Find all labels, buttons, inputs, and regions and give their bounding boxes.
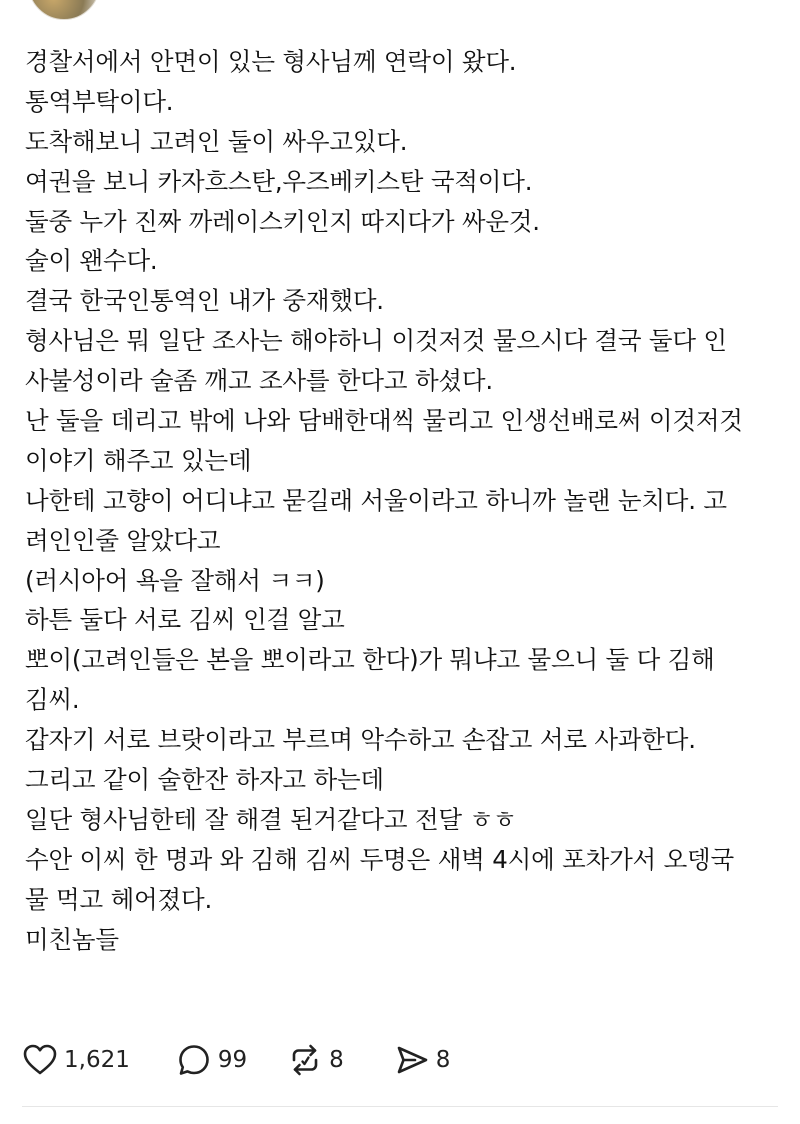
post-text-line: 뽀이(고려인들은 본을 뽀이라고 한다)가 뭐냐고 물으니 둘 다 김해 xyxy=(25,645,715,675)
repost-count: 8 xyxy=(329,1047,344,1073)
post-text-line: 사불성이라 술좀 깨고 조사를 한다고 하셨다. xyxy=(25,366,493,396)
comment-bubble-icon xyxy=(176,1042,212,1078)
post-divider xyxy=(22,1106,778,1107)
post-text-line: 술이 왠수다. xyxy=(25,246,158,276)
comment-button[interactable] xyxy=(176,1042,247,1078)
post-text-line: 김씨. xyxy=(25,685,80,715)
post-text-line: 난 둘을 데리고 밖에 나와 담배한대씩 물리고 인생선배로써 이것저것 xyxy=(25,406,743,436)
post-text-line: 형사님은 뭐 일단 조사는 해야하니 이것저것 물으시다 결국 둘다 인 xyxy=(25,326,727,356)
post-text-line: 도착해보니 고려인 둘이 싸우고있다. xyxy=(25,126,408,156)
post-text-line: 미친놈들 xyxy=(25,924,119,954)
send-icon xyxy=(394,1042,430,1078)
comment-count: 99 xyxy=(217,1047,248,1073)
repost-icon xyxy=(287,1042,323,1078)
post-text-line: 그리고 같이 술한잔 하자고 하는데 xyxy=(25,765,384,795)
post-body xyxy=(25,42,775,959)
post-text-line: 통역부탁이다. xyxy=(25,86,174,116)
post-text-line: 나한테 고향이 어디냐고 묻길래 서울이라고 하니까 놀랜 눈치다. 고 xyxy=(25,485,727,515)
post-text-line: 려인인줄 알았다고 xyxy=(25,525,221,555)
like-count: 1,621 xyxy=(64,1047,130,1073)
post-text-line: 갑자기 서로 브랏이라고 부르며 악수하고 손잡고 서로 사과한다. xyxy=(25,725,696,755)
share-count: 8 xyxy=(435,1047,451,1073)
post-actions-bar xyxy=(22,1040,450,1080)
post-text-line: 일단 형사님한테 잘 해결 된거같다고 전달 ㅎㅎ xyxy=(25,804,517,834)
post-text-line: 결국 한국인통역인 내가 중재했다. xyxy=(25,286,384,316)
post-text-line: (러시아어 욕을 잘해서 ㅋㅋ) xyxy=(25,565,325,595)
like-button[interactable] xyxy=(22,1042,130,1078)
post-text-line: 하튼 둘다 서로 김씨 인걸 알고 xyxy=(25,605,345,635)
post-text-line: 물 먹고 헤어졌다. xyxy=(25,884,213,914)
post-text-line: 여권을 보니 카자흐스탄,우즈베키스탄 국적이다. xyxy=(25,166,533,196)
author-avatar[interactable] xyxy=(28,0,100,20)
share-button[interactable] xyxy=(394,1042,451,1078)
post-text-line: 수안 이씨 한 명과 와 김해 김씨 두명은 새벽 4시에 포차가서 오뎅국 xyxy=(25,844,734,874)
post-text-line: 둘중 누가 진짜 까레이스키인지 따지다가 싸운것. xyxy=(25,206,540,236)
post-text-line: 경찰서에서 안면이 있는 형사님께 연락이 왔다. xyxy=(25,47,517,76)
heart-icon xyxy=(22,1042,58,1078)
repost-button[interactable] xyxy=(287,1042,344,1078)
post-text-line: 이야기 해주고 있는데 xyxy=(25,445,252,475)
